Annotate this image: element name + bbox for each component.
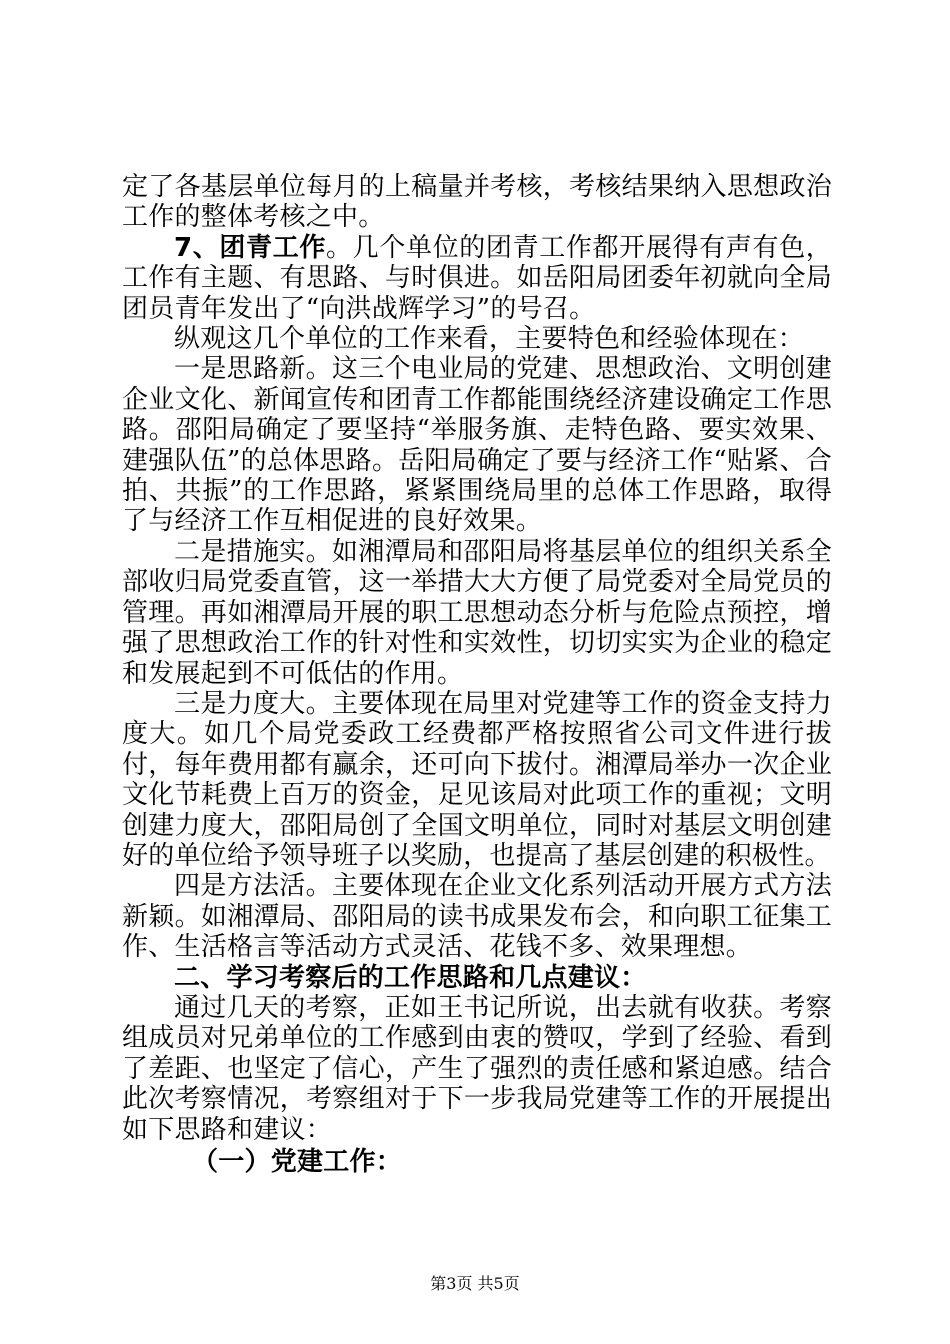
paragraph-point-four: 四是方法活。主要体现在企业文化系列活动开展方式方法新颖。如湘潭局、邵阳局的读书成果发布会，和向职工征集工作、生活格言等活动方式灵活、花钱不多、效果理想。 xyxy=(122,871,832,963)
subsection-heading: （一）党建工作： xyxy=(192,1147,403,1177)
paragraph-youth-work xyxy=(122,233,832,324)
document-body xyxy=(122,172,832,1177)
paragraph-continued: 定了各基层单位每月的上稿量并考核，考核结果纳入思想政治工作的整体考核之中。 xyxy=(122,172,832,233)
section-heading: 二、学习考察后的工作思路和几点建议： xyxy=(174,962,647,993)
paragraph-point-one: 一是思路新。这三个电业局的党建、思想政治、文明创建企业文化、新闻宣传和团青工作都能围绕经济建设确定工作思路。邵阳局确定了要坚持“举服务旗、走特色路、要实效果、建强队伍”的总体思路。岳阳局确定了要与经济工作“贴紧、合拍、共振”的工作思路，紧紧围绕局里的总体工作思路，取得了与经济工作互相促进的良好效果。 xyxy=(122,354,832,537)
paragraph-body: 。几个单位的团青工作都开展得有声有色，工作有主题、有思路、与时俱进。如岳阳局团委年初就向全局团员青年发出了“向洪战辉学习”的号召。 xyxy=(122,232,832,324)
paragraph-point-three: 三是力度大。主要体现在局里对党建等工作的资金支持力度大。如几个局党委政工经费都严格按照省公司文件进行拔付，每年费用都有赢余，还可向下拔付。湘潭局举办一次企业文化节耗费上百万的资金，足见该局对此项工作的重视；文明创建力度大，邵阳局创了全国文明单位，同时对基层文明创建好的单位给予领导班子以奖励，也提高了基层创建的积极性。 xyxy=(122,688,832,871)
paragraph-overview: 纵观这几个单位的工作来看，主要特色和经验体现在： xyxy=(174,324,805,355)
paragraph-lead-heading: 7、团青工作 xyxy=(174,232,327,263)
paragraph-suggestions-intro: 通过几天的考察，正如王书记所说，出去就有收获。考察组成员对兄弟单位的工作感到由衷的赞叹，学到了经验、看到了差距、也坚定了信心，产生了强烈的责任感和紧迫感。结合此次考察情况，考察组对于下一步我局党建等工作的开展提出如下思路和建议： xyxy=(122,992,832,1145)
page-number-footer: 第3页 共5页 xyxy=(430,1274,520,1293)
paragraph-point-two: 二是措施实。如湘潭局和邵阳局将基层单位的组织关系全部收归局党委直管，这一举措大大方便了局党委对全局党员的管理。再如湘潭局开展的职工思想动态分析与危险点预控，增强了思想政治工作的针对性和实效性，切切实实为企业的稳定和发展起到不可低估的作用。 xyxy=(122,536,832,689)
